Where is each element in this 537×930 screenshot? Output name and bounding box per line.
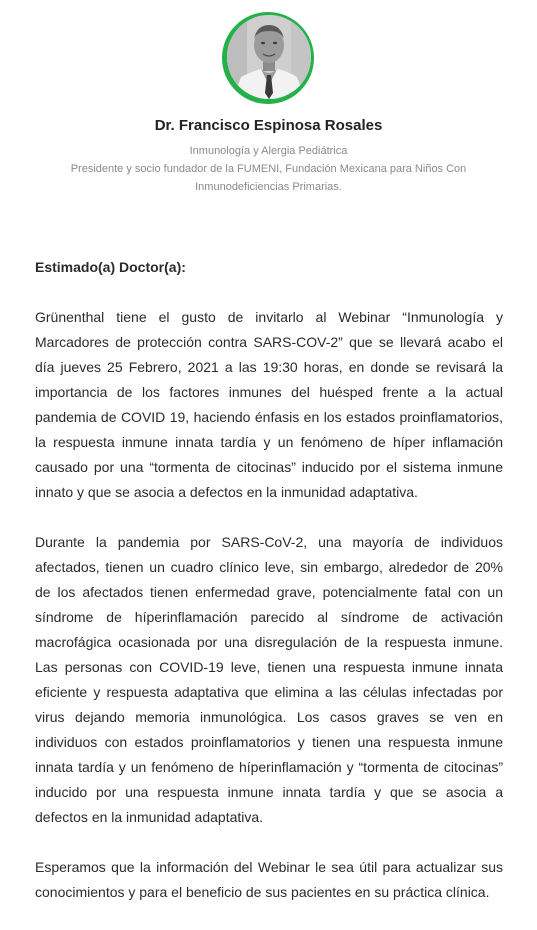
doctor-role-line-2: Inmunodeficiencias Primarias. [195, 181, 342, 193]
doctor-name: Dr. Francisco Espinosa Rosales [154, 117, 383, 134]
doctor-header [0, 116, 537, 196]
avatar [222, 12, 314, 104]
doctor-portrait-image [227, 15, 311, 99]
doctor-specialty: Inmunología y Alergia Pediátrica [189, 145, 348, 157]
letter-greeting: Estimado(a) Doctor(a): [35, 259, 186, 275]
letter-body [35, 255, 503, 930]
doctor-photo [227, 15, 311, 99]
doctor-role-line-1: Presidente y socio fundador de la FUMENI, Fundación Mexicana para Niños Con [70, 163, 467, 175]
letter-paragraph-2: Durante la pandemia por SARS-CoV-2, una mayoría de individuos afectados, tienen un cuadro clínico leve, sin embargo, alrededor de 20% de los afectados tienen enfermedad grave, potencialmente fatal con un síndrome de híperinflamación parecido al síndrome de activación macrofágica ocasionada por una disregulación de la respuesta inmune. Las personas con COVID-19 leve, tienen una respuesta inmune innata eficiente y respuesta adaptativa que elimina a las células infectadas por virus dejando memoria inmunológica. Los casos graves se ven en individuos con estados proinflamatorios y tienen una respuesta inmune innata tardía y un fenómeno de híperinflamación y “tormenta de citocinas” inducido por una respuesta inmune innata tardía y que se asocia a defectos en la inmunidad adaptativa. [35, 534, 503, 825]
letter-paragraph-3: Esperamos que la información del Webinar le sea útil para actualizar sus conocimientos y para el beneficio de sus pacientes en su práctica clínica. [35, 859, 503, 900]
letter-paragraph-1: Grünenthal tiene el gusto de invitarlo al Webinar “Inmunología y Marcadores de protección contra SARS-COV-2” que se llevará acabo el día jueves 25 Febrero, 2021 a las 19:30 horas, en donde se revisará la importancia de los factores inmunes del huésped frente a la actual pandemia de COVID 19, haciendo énfasis en los estados proinflamatorios, la respuesta inmune innata tardía y un fenómeno de híper inflamación causado por una “tormenta de citocinas” inducido por el sistema inmune innato y que se asocia a defectos en la inmunidad adaptativa. [35, 309, 503, 500]
